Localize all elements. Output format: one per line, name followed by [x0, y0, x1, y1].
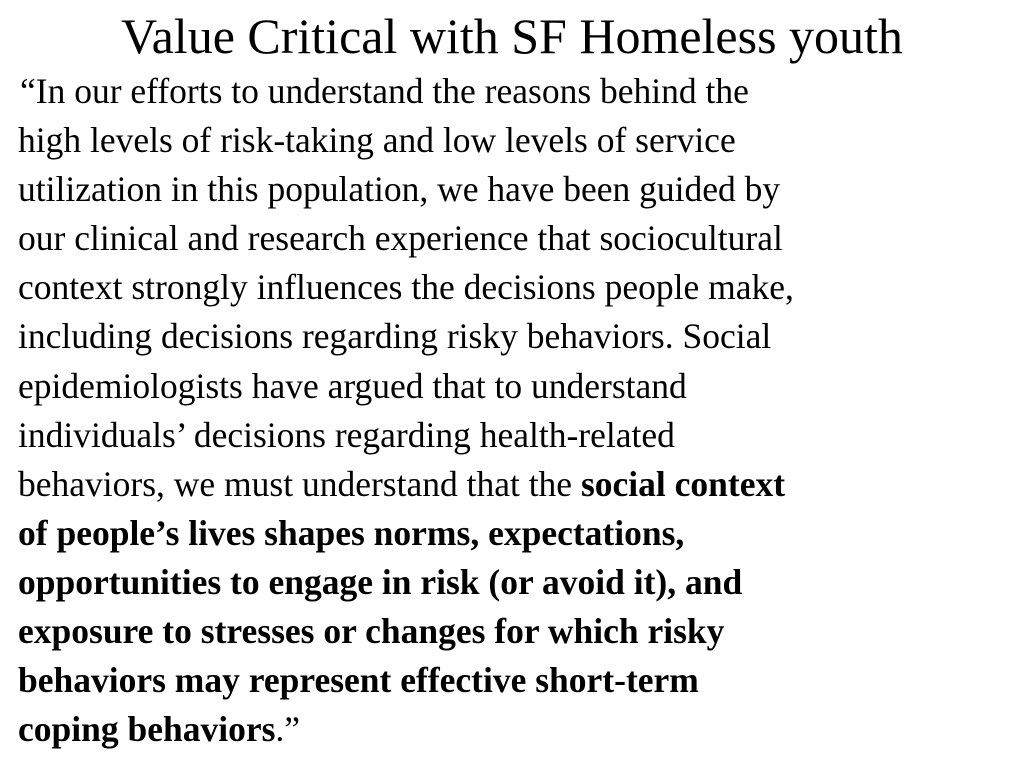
quote-line: including decisions regarding risky behaviors. Social — [18, 316, 772, 357]
slide-title: Value Critical with SF Homeless youth — [121, 8, 903, 64]
quote-text: . — [275, 709, 285, 750]
quote-line: our clinical and research experience that sociocultural — [18, 218, 783, 259]
quote-body — [18, 67, 1018, 754]
quote-line: high levels of risk-taking and low levels of service — [18, 120, 736, 161]
quote-emphasis-line: behaviors may represent effective short-term — [18, 660, 699, 701]
quote-emphasis: coping behaviors — [18, 709, 276, 750]
close-quote-mark: ” — [284, 709, 301, 750]
quote-emphasis: social context — [580, 463, 786, 504]
quote-line — [18, 705, 1018, 754]
quote-emphasis-line: of people’s lives shapes norms, expectations, — [18, 512, 685, 553]
quote-emphasis-line: opportunities to engage in risk (or avoid it), and — [18, 561, 743, 602]
quote-emphasis-line: exposure to stresses or changes for which risky — [18, 611, 725, 652]
quote-line: utilization in this population, we have been guided by — [18, 169, 781, 210]
quote-line: context strongly influences the decisions people make, — [18, 267, 794, 308]
open-quote-mark: “ — [20, 71, 36, 111]
quote-text: behaviors, we must understand that the — [18, 463, 581, 504]
quote-line: individuals’ decisions regarding health-related — [18, 414, 675, 455]
quote-line — [18, 460, 1018, 509]
quote-line: epidemiologists have argued that to understand — [18, 365, 687, 406]
quote-line — [20, 67, 1018, 116]
quote-text: In our efforts to understand the reasons behind the — [35, 71, 749, 111]
